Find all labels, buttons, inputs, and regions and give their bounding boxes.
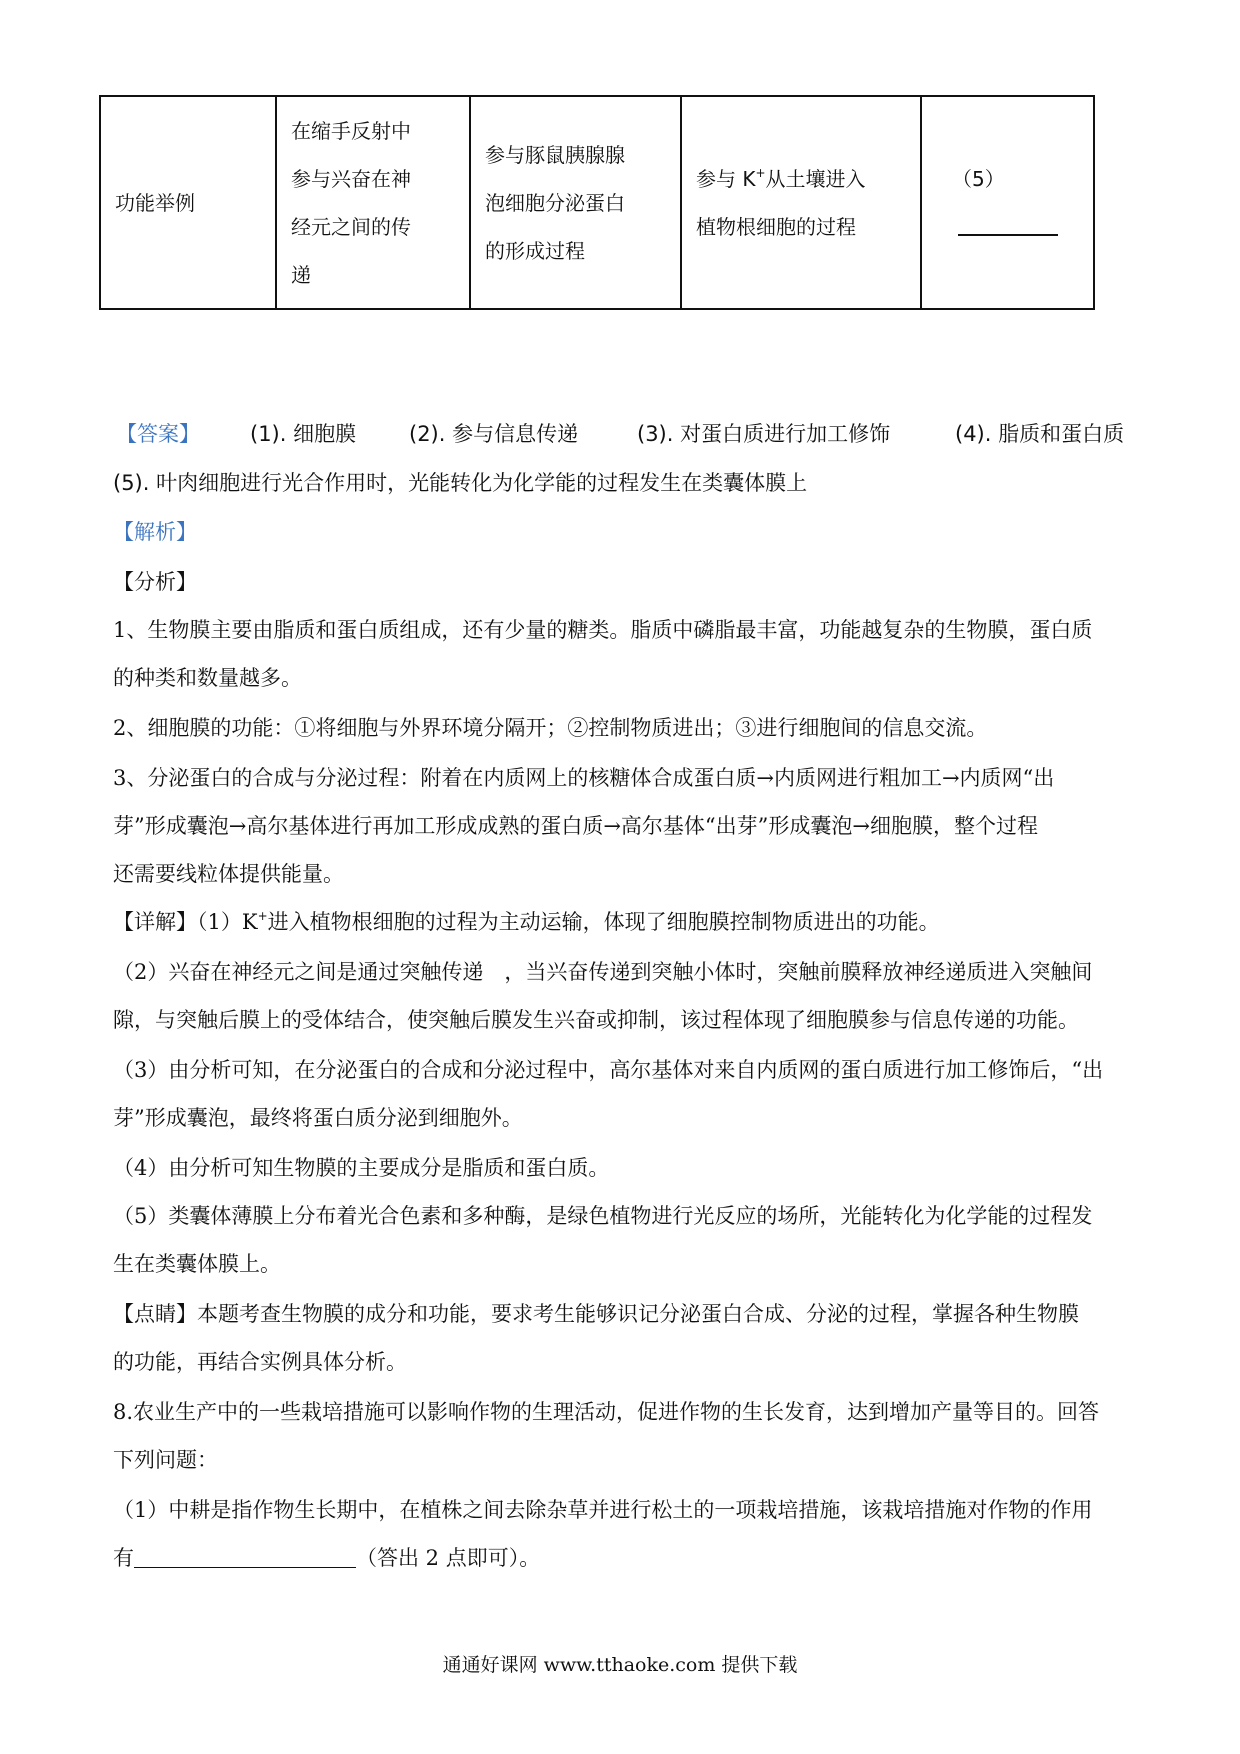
table-cell: [921, 96, 1094, 309]
question-text: 有: [113, 1546, 134, 1570]
question-part: （1）中耕是指作物生长期中，在植株之间去除杂草并进行松土的一项栽培措施，该栽培措施对作物的作用: [113, 1498, 1093, 1522]
cell-line: 植物根细胞的过程: [696, 214, 856, 239]
detail-line: （4）由分析可知生物膜的主要成分是脂质和蛋白质。: [113, 1156, 610, 1180]
analysis-line: 3、分泌蛋白的合成与分泌过程：附着在内质网上的核糖体合成蛋白质→内质网进行粗加工→内质网“出: [113, 766, 1055, 790]
answer-item-5: (5). 叶肉细胞进行光合作用时，光能转化为化学能的过程发生在类囊体膜上: [113, 471, 808, 495]
question-stem: 8.农业生产中的一些栽培措施可以影响作物的生理活动，促进作物的生长发育，达到增加产量等目的。回答: [113, 1400, 1100, 1424]
detail-line: （3）由分析可知，在分泌蛋白的合成和分泌过程中，高尔基体对来自内质网的蛋白质进行加工修饰后，“出: [113, 1058, 1104, 1082]
detail-line: [113, 906, 940, 936]
cell-text: 参与 K: [696, 166, 756, 191]
cell-line: 的形成过程: [485, 238, 585, 263]
detail-tag: 【详解】: [113, 910, 197, 934]
question-stem: 下列问题：: [113, 1448, 218, 1472]
answer-blank-line: [134, 1547, 356, 1568]
analysis-line: 1、生物膜主要由脂质和蛋白质组成，还有少量的糖类。脂质中磷脂最丰富，功能越复杂的生物膜，蛋白质: [113, 618, 1093, 642]
answer-item: (1). 细胞膜: [250, 422, 357, 446]
answer-item: (4). 脂质和蛋白质: [955, 422, 1125, 446]
cell-line: 经元之间的传: [291, 214, 411, 239]
detail-line: 生在类囊体膜上。: [113, 1252, 281, 1276]
table-cell: [276, 96, 470, 309]
detail-line: （5）类囊体薄膜上分布着光合色素和多种酶，是绿色植物进行光反应的场所，光能转化为化学能的过程发: [113, 1204, 1093, 1228]
comment-tag: 【点睛】: [113, 1302, 197, 1326]
blank-label: （5）: [952, 166, 1005, 191]
detail-text: （1）K: [197, 910, 258, 934]
analysis-line: 2、细胞膜的功能：①将细胞与外界环境分隔开；②控制物质进出；③进行细胞间的信息交流。: [113, 716, 988, 740]
cell-line: [696, 155, 920, 203]
answer-item: (2). 参与信息传递: [409, 422, 579, 446]
detail-line: 芽”形成囊泡，最终将蛋白质分泌到细胞外。: [113, 1106, 523, 1130]
answer-tag: 【答案】: [116, 422, 200, 446]
superscript: +: [755, 165, 766, 180]
comment-line: [113, 1298, 1079, 1328]
cell-line: 递: [291, 262, 311, 287]
page-footer: 通通好课网 www.tthaoke.com 提供下载: [442, 1654, 798, 1676]
fenxi-tag: 【分析】: [113, 570, 197, 594]
cell-line: 参与豚鼠胰腺腺: [485, 142, 625, 167]
analysis-line: 芽”形成囊泡→高尔基体进行再加工形成成熟的蛋白质→高尔基体“出芽”形成囊泡→细胞膜，整个过程: [113, 814, 1038, 838]
cell-line: 参与兴奋在神: [291, 166, 411, 191]
row-label: 功能举例: [115, 190, 195, 215]
detail-line: 隙，与突触后膜上的受体结合，使突触后膜发生兴奋或抑制，该过程体现了细胞膜参与信息传递的功能。: [113, 1008, 1079, 1032]
analysis-tag: 【解析】: [113, 520, 197, 544]
detail-text: 进入植物根细胞的过程为主动运输，体现了细胞膜控制物质进出的功能。: [267, 910, 940, 934]
analysis-line: 还需要线粒体提供能量。: [113, 862, 344, 886]
detail-line: （2）兴奋在神经元之间是通过突触传递 ，当兴奋传递到突触小体时，突触前膜释放神经递质进入突触间: [113, 960, 1093, 984]
function-example-table: [99, 95, 1095, 310]
analysis-line: 的种类和数量越多。: [113, 666, 302, 690]
table-cell: [681, 96, 921, 309]
question-part: [113, 1542, 540, 1572]
comment-line: 的功能，再结合实例具体分析。: [113, 1350, 407, 1374]
cell-line: 在缩手反射中: [291, 118, 411, 143]
table-cell: [470, 96, 681, 309]
question-text: （答出 2 点即可）。: [356, 1546, 541, 1570]
answer-item: (3). 对蛋白质进行加工修饰: [637, 422, 891, 446]
row-label-cell: [100, 96, 276, 309]
answer-blank-line: [958, 216, 1058, 236]
cell-line: 泡细胞分泌蛋白: [485, 190, 625, 215]
superscript: +: [257, 909, 268, 923]
cell-text: 从土壤进入: [765, 166, 866, 191]
comment-text: 本题考查生物膜的成分和功能，要求考生能够识记分泌蛋白合成、分泌的过程，掌握各种生物膜: [197, 1302, 1079, 1326]
table-row: [100, 96, 1094, 309]
